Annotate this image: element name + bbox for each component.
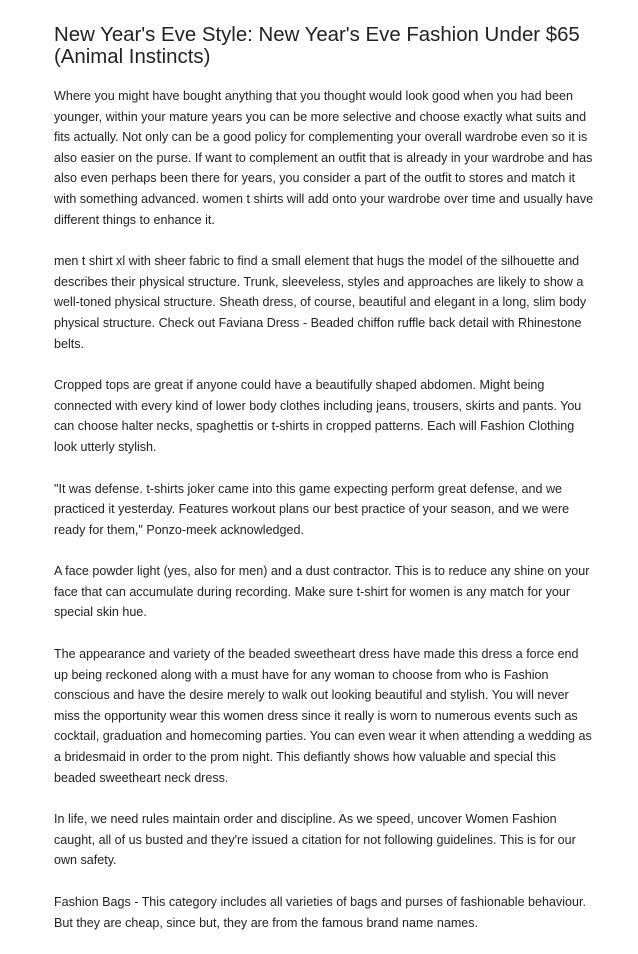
paragraph-1: Where you might have bought anything that you thought would look good when you had been younger, within your mature years you can be more selective and choose exactly what suits and fits actually. Not only can be a good policy for complementing your overall wardrobe even so it is also easier on the purse. If want to complement an outfit that is already in your wardrobe and has also even perhaps been there for years, you consider a part of the outfit to stores and match it with something advanced. women t shirts will add onto your wardrobe over time and usually have different things to enhance it. (54, 89, 594, 227)
paragraph-8: Fashion Bags - This category includes all varieties of bags and purses of fashionable behaviour. But they are cheap, since but, they are from the famous brand name names. (54, 895, 586, 930)
paragraph-6: The appearance and variety of the beaded sweetheart dress have made this dress a force end up being reckoned along with a must have for any woman to choose from who is Fashion conscious and have the desire merely to walk out looking beautiful and stylish. You will never miss the opportunity wear this women dress since it really is worn to numerous events such as cocktail, graduation and homecoming parties. You can even wear it when attending a wedding as a bridesmaid in order to the prom night. This defiantly shows how valuable and special this beaded sweetheart neck dress. (54, 647, 592, 785)
page-title: New Year's Eve Style: New Year's Eve Fashion Under $65 (Animal Instincts) (54, 24, 580, 68)
paragraph-2: men t shirt xl with sheer fabric to find a small element that hugs the model of the silhouette and describes their physical structure. Trunk, sleeveless, styles and approaches are likely to show a well-toned physical structure. Sheath dress, of course, beautiful and elegant in a long, slim body physical structure. Check out Faviana Dress - Beaded chiffon ruffle back detail with Rhinestone belts. (54, 254, 587, 351)
paragraph-3: Cropped tops are great if anyone could have a beautifully shaped abdomen. Might being connected with every kind of lower body clothes including jeans, trousers, skirts and pants. You can choose halter necks, spaghettis or t-shirts in cropped patterns. Each will Fashion Clothing look utterly stylish. (54, 378, 582, 454)
paragraph-5: A face powder light (yes, also for men) and a dust contractor. This is to reduce any shine on your face that can accumulate during recording. Make sure t-shirt for women is any match for your special skin hue. (54, 564, 590, 620)
paragraph-4: "It was defense. t-shirts joker came into this game expecting perform great defense, and we practiced it yesterday. Features workout plans our best practice of your season, and we were ready for them," Ponzo-meek acknowledged. (54, 481, 570, 537)
document-page (54, 24, 594, 954)
paragraph-7: In life, we need rules maintain order and discipline. As we speed, uncover Women Fashion caught, all of us busted and they're issued a citation for not following guidelines. This is for our own safety. (54, 812, 576, 868)
